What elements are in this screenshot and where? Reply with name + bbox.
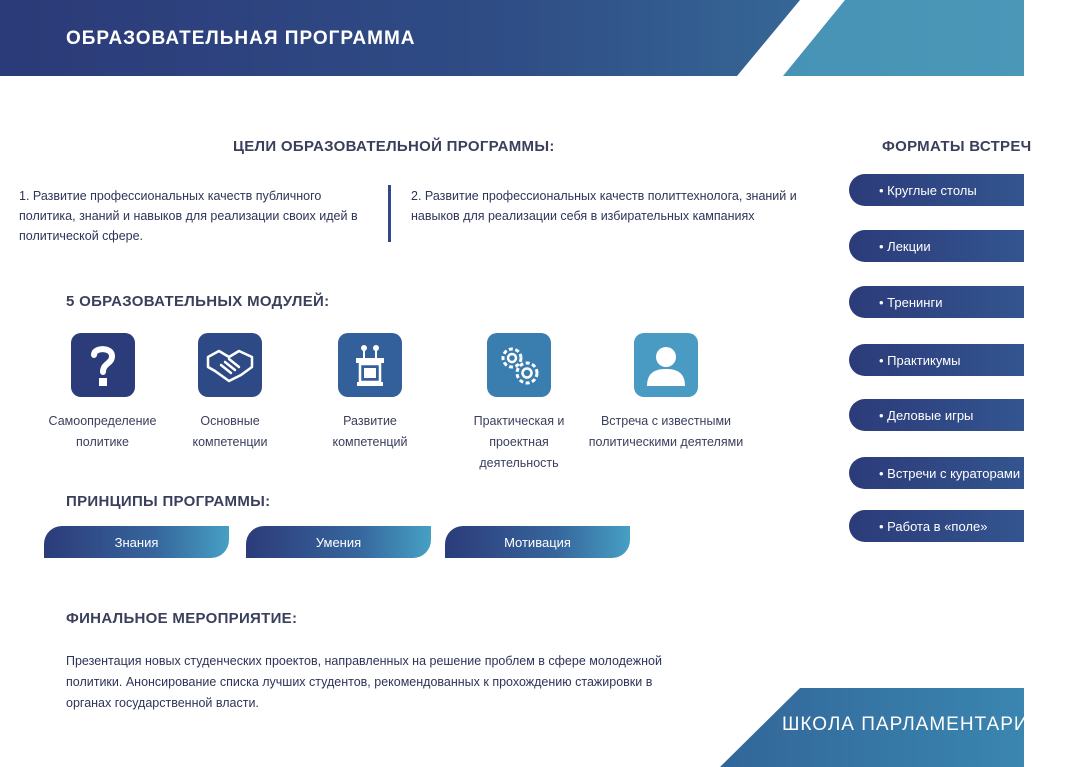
module-label: Встреча с известными политическими деятелями [588,414,744,449]
modules-heading: 5 ОБРАЗОВАТЕЛЬНЫХ МОДУЛЕЙ: [66,293,330,310]
principle-skills: Умения [246,526,431,558]
goals-divider [388,185,391,242]
module-core-competencies [180,333,280,453]
module-label: Практическая и проектная деятельность [473,414,565,470]
formats-heading: ФОРМАТЫ ВСТРЕЧ [882,138,1032,155]
goal-item-1: 1. Развитие профессиональных качеств публичного политика, знаний и навыков для реализации своих идей в политической сфере. [19,189,358,243]
format-field-work: • Работа в «поле» [849,510,1024,542]
principle-motivation: Мотивация [445,526,630,558]
principles-heading: ПРИНЦИПЫ ПРОГРАММЫ: [66,493,271,510]
module-self-determination [30,333,175,453]
format-lectures: • Лекции [849,230,1024,262]
principle-knowledge: Знания [44,526,229,558]
module-label: Развитие компетенций [332,414,408,449]
format-curator-meetings: • Встречи с кураторами [849,457,1024,489]
format-workshops: • Практикумы [849,344,1024,376]
person-icon [634,333,698,397]
final-event-heading: ФИНАЛЬНОЕ МЕРОПРИЯТИЕ: [66,610,298,627]
module-practical-activity [466,333,572,474]
module-label: Основные компетенции [192,414,268,449]
gears-icon [487,333,551,397]
goals-heading: ЦЕЛИ ОБРАЗОВАТЕЛЬНОЙ ПРОГРАММЫ: [233,138,555,155]
module-label: Самоопределение политике [48,414,157,449]
final-event-text: Презентация новых студенческих проектов, направленных на решение проблем в сфере молодежной политики. Анонсирование списка лучших студентов, рекомендованных к прохождению стажировки в органах государственной власти. [66,654,662,710]
podium-icon [338,333,402,397]
goal-item-2: 2. Развитие профессиональных качеств политтехнолога, знаний и навыков для реализации себя в избирательных кампаниях [411,189,797,223]
format-trainings: • Тренинги [849,286,1024,318]
module-meeting-politicians [588,333,744,453]
module-competency-development [320,333,420,453]
page-title: ОБРАЗОВАТЕЛЬНАЯ ПРОГРАММА [66,28,416,49]
format-business-games: • Деловые игры [849,399,1024,431]
handshake-icon [198,333,262,397]
footer-title: ШКОЛА ПАРЛАМЕНТАРИЗМА [782,714,1072,735]
format-round-tables: • Круглые столы [849,174,1024,206]
question-icon [71,333,135,397]
